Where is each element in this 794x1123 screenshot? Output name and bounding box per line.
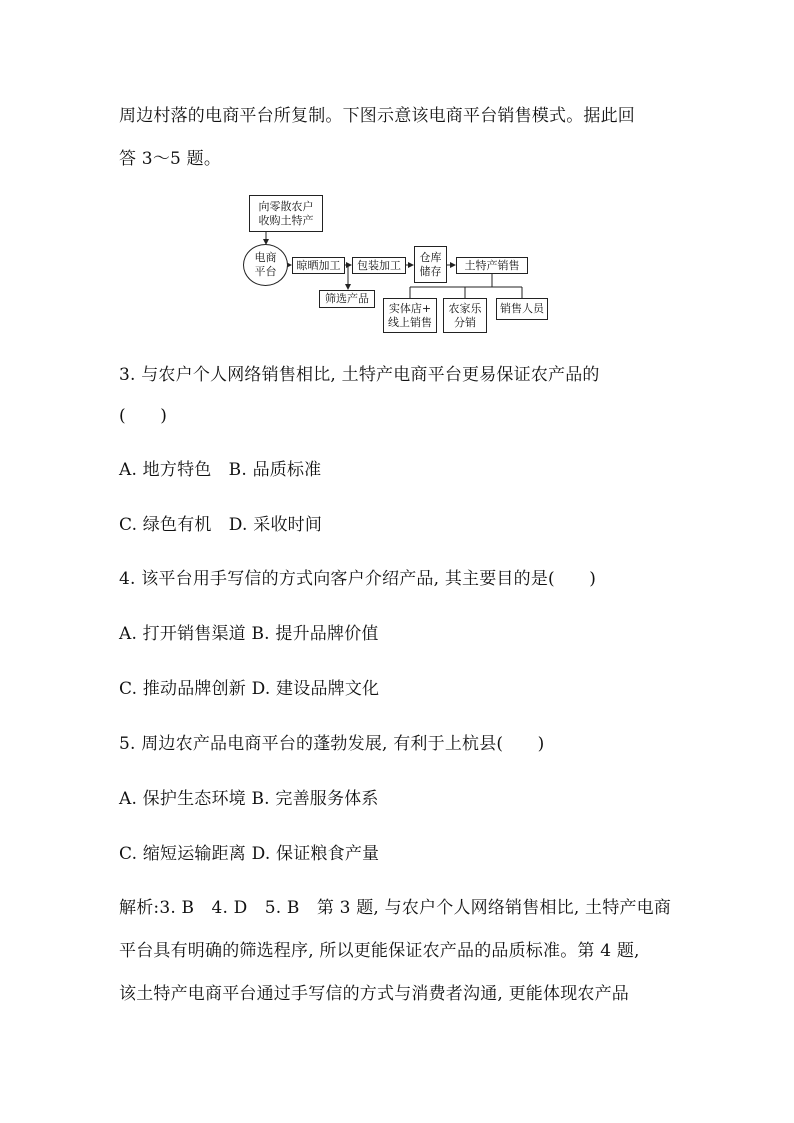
platform-line-1: 电商 — [254, 251, 277, 264]
warehouse-line-1: 仓库 — [419, 250, 442, 264]
sales-staff-box: 销售人员 — [496, 298, 548, 320]
warehouse-box — [414, 246, 447, 283]
platform-line-2: 平台 — [254, 265, 277, 278]
farm-line-2: 分销 — [454, 315, 476, 329]
q3-blank: ( ) — [119, 406, 168, 426]
q4-options-ab: A. 打开销售渠道 B. 提升品牌价值 — [119, 624, 379, 644]
buy-from-farmers-box — [249, 195, 323, 232]
store-line-1: 实体店+ — [388, 301, 432, 315]
q4-stem: 4. 该平台用手写信的方式向客户介绍产品, 其主要目的是( ) — [119, 569, 597, 589]
q3-options-cd: C. 绿色有机 D. 采收时间 — [119, 515, 323, 535]
dry-processing-box: 晾晒加工 — [292, 257, 345, 274]
store-line-2: 线上销售 — [388, 315, 432, 329]
pack-processing-box: 包装加工 — [352, 257, 406, 274]
analysis-line-1: 解析:3. B 4. D 5. B 第 3 题, 与农户个人网络销售相比, 土特产电商 — [119, 898, 672, 918]
analysis-line-3: 该土特产电商平台通过手写信的方式与消费者沟通, 更能体现农产品 — [119, 984, 630, 1004]
q4-options-cd: C. 推动品牌创新 D. 建设品牌文化 — [119, 679, 380, 699]
q5-stem: 5. 周边农产品电商平台的蓬勃发展, 有利于上杭县( ) — [119, 734, 545, 754]
q5-options-cd: C. 缩短运输距离 D. 保证粮食产量 — [119, 844, 380, 864]
buy-line-1: 向零散农户 — [258, 199, 314, 213]
farm-stay-distribution-box — [443, 298, 487, 333]
screen-products-box: 筛选产品 — [319, 290, 375, 308]
q3-options-ab: A. 地方特色 B. 品质标准 — [119, 460, 322, 480]
intro-line-1: 周边村落的电商平台所复制。下图示意该电商平台销售模式。据此回 — [119, 106, 635, 126]
farm-line-1: 农家乐 — [448, 301, 482, 315]
q5-options-ab: A. 保护生态环境 B. 完善服务体系 — [119, 789, 379, 809]
store-online-sales-box — [383, 298, 437, 333]
q3-stem: 3. 与农户个人网络销售相比, 土特产电商平台更易保证农产品的 — [119, 365, 600, 385]
local-product-sales-box: 土特产销售 — [456, 257, 528, 274]
analysis-line-2: 平台具有明确的筛选程序, 所以更能保证农产品的品质标准。第 4 题, — [119, 941, 640, 961]
ecommerce-platform-circle — [243, 244, 288, 286]
buy-line-2: 收购土特产 — [258, 213, 314, 227]
intro-line-2: 答 3～5 题。 — [119, 149, 222, 169]
warehouse-line-2: 储存 — [419, 264, 442, 278]
